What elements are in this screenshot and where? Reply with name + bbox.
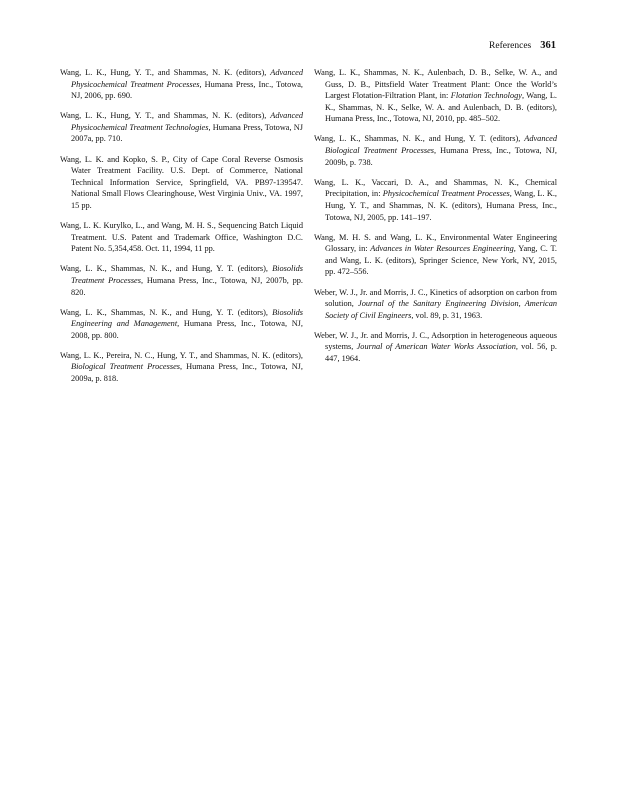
reference-title: Biosolids Treatment Processes bbox=[71, 264, 303, 285]
reference-text: , Humana Press, Totowa, NJ 2007a, pp. 710. bbox=[71, 122, 304, 144]
right-column bbox=[314, 67, 557, 373]
reference-title: Advanced Physicochemical Treatment Processes bbox=[71, 68, 303, 89]
reference-text: , Wang, L. K., Shammas, N. K., Selke, W. A. and Aulenbach, D. B. (editors), Humana Press, Inc., Totowa, NJ, 2010, pp. 485–502. bbox=[325, 91, 558, 124]
reference-text: Wang, L. K., Hung, Y. T., and Shammas, N. K. (editors), bbox=[60, 111, 271, 121]
reference-title: Journal of American Water Works Association bbox=[356, 342, 516, 352]
reference-entry bbox=[60, 67, 303, 102]
reference-entry bbox=[314, 287, 557, 322]
reference-title: Journal of the Sanitary Engineering Division, American Society of Civil Engineers bbox=[325, 299, 557, 320]
reference-title: Biosolids Engineering and Management bbox=[71, 307, 303, 329]
reference-text: Wang, L. K., Pereira, N. C., Hung, Y. T., and Shammas, N. K. (editors), bbox=[60, 350, 303, 360]
left-column bbox=[60, 67, 303, 393]
reference-entry bbox=[314, 67, 557, 125]
reference-text: Weber, W. J., Jr. and Morris, J. C., Kinetics of adsorption on carbon from solution, bbox=[314, 287, 557, 309]
reference-title: Advanced Physicochemical Treatment Technologies bbox=[71, 111, 303, 132]
reference-entry bbox=[60, 307, 303, 342]
reference-title: Flotation Technology bbox=[450, 91, 522, 101]
reference-text: , Wang, L. K., Hung, Y. T., and Shammas, N. K. (editors), Humana Press, Inc., Totowa, NJ, 2005, pp. 141–197. bbox=[325, 189, 557, 222]
reference-text: Wang, L. K., Shammas, N. K., Aulenbach, D. B., Selke, W. A., and Guss, D. B., Pittsfield Water Treatment Plant: Once the World’s Largest Flotation-Filtration Plant, in: bbox=[314, 68, 557, 101]
reference-text: Wang, L. K., Shammas, N. K., and Hung, Y. T. (editors), bbox=[314, 134, 525, 144]
reference-title: Advances in Water Resources Engineering bbox=[370, 244, 514, 254]
reference-text: , vol. 56, p. 447, 1964. bbox=[325, 342, 557, 363]
reference-title: Biological Treatment Processes bbox=[71, 362, 180, 372]
reference-entry bbox=[60, 350, 303, 385]
reference-text: , Humana Press, Inc., Totowa, NJ, 2008, pp. 800. bbox=[71, 319, 303, 340]
section-title: References bbox=[489, 41, 532, 51]
running-header bbox=[489, 40, 556, 51]
reference-text: Wang, L. K. Kurylko, L., and Wang, M. H. S., Sequencing Batch Liquid Treatment. U.S. Patent and Trademark Office, Washington D.C. Patent No. 5,354,458. Oct. 11, 1994, 11 pp. bbox=[60, 221, 303, 254]
reference-entry bbox=[60, 110, 303, 145]
reference-entry bbox=[60, 154, 303, 212]
reference-text: Weber, W. J., Jr. and Morris, J. C., Adsorption in heterogeneous aqueous systems, bbox=[314, 330, 557, 352]
reference-entry bbox=[314, 330, 557, 365]
reference-entry bbox=[314, 232, 557, 278]
reference-text: , Humana Press, Inc., Totowa, NJ, 2006, pp. 690. bbox=[71, 79, 303, 101]
reference-title: Physicochemical Treatment Processes bbox=[382, 189, 510, 199]
reference-text: , Yang, C. T. and Wang, L. K. (editors), Springer Science, New York, NY, 2015, pp. 472–556. bbox=[325, 244, 557, 277]
reference-title: Advanced Biological Treatment Processes bbox=[325, 134, 557, 156]
reference-text: , Humana Press, Inc., Totowa, NJ, 2009a, p. 818. bbox=[71, 362, 303, 384]
reference-text: Wang, M. H. S. and Wang, L. K., Environmental Water Engineering Glossary, in: bbox=[314, 232, 557, 254]
reference-entry bbox=[60, 220, 303, 255]
reference-text: Wang, L. K., Shammas, N. K., and Hung, Y. T. (editors), bbox=[60, 307, 273, 317]
reference-text: , Humana Press, Inc., Totowa, NJ, 2007b, pp. 820. bbox=[71, 275, 303, 297]
page-number: 361 bbox=[540, 40, 556, 51]
reference-entry bbox=[314, 133, 557, 168]
reference-text: , vol. 89, p. 31, 1963. bbox=[411, 310, 483, 320]
reference-text: Wang, L. K., Shammas, N. K., and Hung, Y. T. (editors), bbox=[60, 264, 273, 274]
reference-text: Wang, L. K., Vaccari, D. A., and Shammas, N. K., Chemical Precipitation, in: bbox=[314, 177, 557, 199]
reference-entry bbox=[60, 263, 303, 298]
reference-entry bbox=[314, 177, 557, 223]
reference-text: Wang, L. K. and Kopko, S. P., City of Cape Coral Reverse Osmosis Water Treatment Facility. U.S. Dept. of Commerce, National Technical Information Service, Springfield, VA. PB97-139547. National Small Flows Clearinghouse, West Virginia Univ., VA. 1997, 15 pp. bbox=[60, 154, 303, 210]
reference-text: Wang, L. K., Hung, Y. T., and Shammas, N. K. (editors), bbox=[60, 68, 271, 77]
reference-text: , Humana Press, Inc., Totowa, NJ, 2009b, p. 738. bbox=[325, 146, 557, 167]
